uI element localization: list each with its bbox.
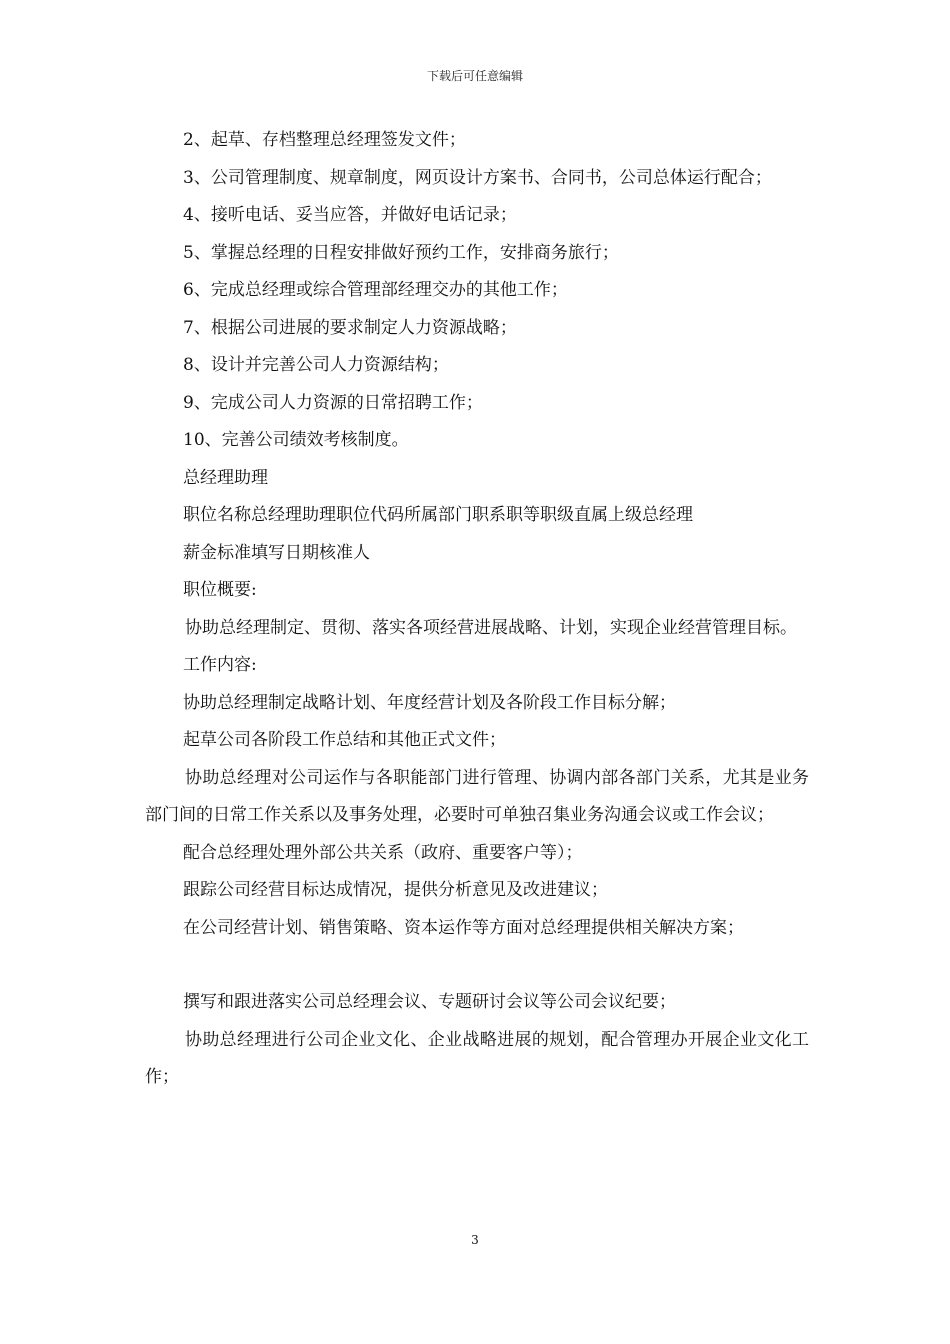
paragraph-item-10: 10、完善公司绩效考核制度。 [183,430,409,450]
paragraph-item-9: 9、完成公司人力资源的日常招聘工作； [183,392,483,413]
position-summary-text: 协助总经理制定、贯彻、落实各项经营进展战略、计划，实现企业经营管理目标。 [185,617,797,638]
salary-info-line: 薪金标准填写日期核准人 [183,542,370,563]
work-content-item: 协助总经理制定战略计划、年度经营计划及各阶段工作目标分解； [183,692,676,713]
page-number: 3 [471,1233,479,1247]
section-heading: 总经理助理 [183,467,268,488]
document-body [145,122,809,1097]
blank-line [145,947,809,984]
work-content-item: 撰写和跟进落实公司总经理会议、专题研讨会议等公司会议纪要； [183,992,676,1012]
work-content-item: 在公司经营计划、销售策略、资本运作等方面对总经理提供相关解决方案； [183,917,744,938]
paragraph-item-3: 3、公司管理制度、规章制度，网页设计方案书、合同书，公司总体运行配合； [183,167,772,188]
position-summary-label: 职位概要: [183,580,257,600]
paragraph-item-6: 6、完成总经理或综合管理部经理交办的其他工作； [183,280,568,300]
work-content-item: 配合总经理处理外部公共关系（政府、重要客户等）； [183,842,583,863]
work-content-item: 起草公司各阶段工作总结和其他正式文件； [183,730,506,750]
paragraph-item-2: 2、起草、存档整理总经理签发文件； [183,130,466,150]
paragraph-item-7: 7、根据公司进展的要求制定人力资源战略； [183,317,517,338]
work-content-item: 跟踪公司经营目标达成情况，提供分析意见及改进建议； [183,880,608,900]
page-header: 下载后可任意编辑 [426,69,523,83]
position-info-line: 职位名称总经理助理职位代码所属部门职系职等职级直属上级总经理 [183,505,693,525]
paragraph-item-4: 4、接听电话、妥当应答，并做好电话记录； [183,205,517,225]
paragraph-item-5: 5、掌握总经理的日程安排做好预约工作，安排商务旅行； [183,242,619,263]
paragraph-item-8: 8、设计并完善公司人力资源结构； [183,355,449,375]
work-content-item: 协助总经理对公司运作与各职能部门进行管理、协调内部各部门关系，尤其是业务部门间的日常工作关系以及事务处理，必要时可单独召集业务沟通会议或工作会议； [145,767,809,825]
work-content-label: 工作内容: [183,655,257,675]
work-content-item: 协助总经理进行公司企业文化、企业战略进展的规划，配合管理办开展企业文化工作； [145,1029,809,1087]
